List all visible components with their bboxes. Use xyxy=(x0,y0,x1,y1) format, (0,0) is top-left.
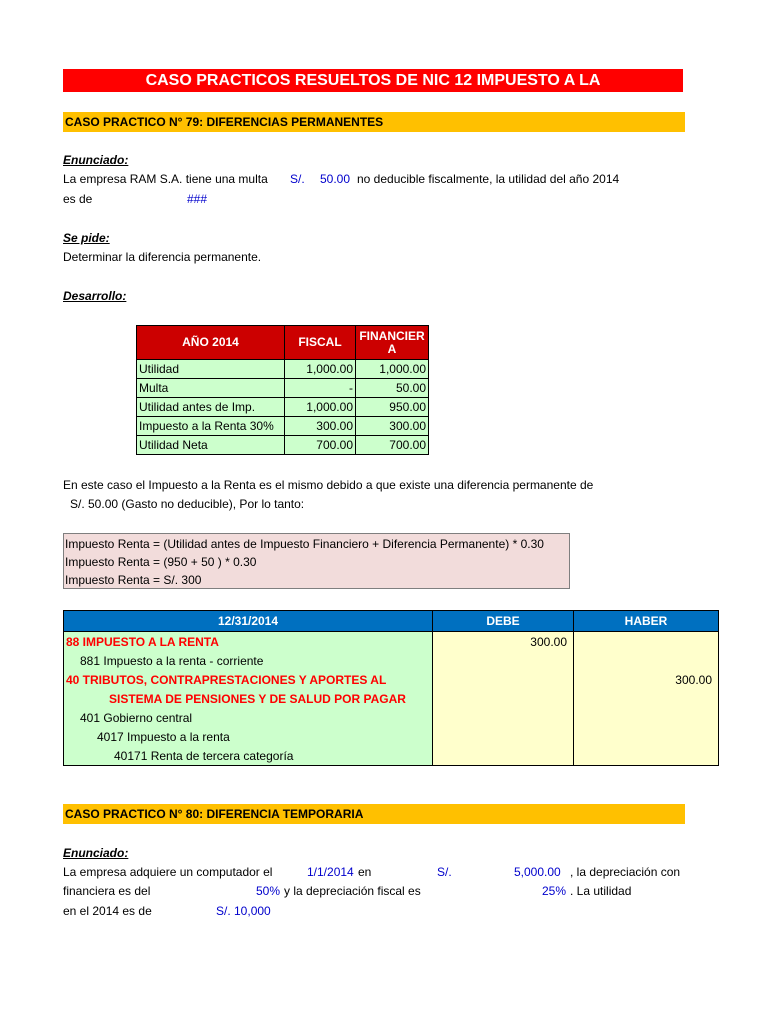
results-table xyxy=(136,325,429,455)
purchase-currency: S/. xyxy=(437,865,452,879)
row-label: Impuesto a la Renta 30% xyxy=(137,417,285,436)
explanation-line-2: S/. 50.00 (Gasto no deducible), Por lo tanto: xyxy=(70,497,305,511)
journal-haber xyxy=(574,689,719,708)
case-79-heading: CASO PRACTICO N° 79: DIFERENCIAS PERMANENTES xyxy=(63,112,685,132)
journal-debe: 300.00 xyxy=(433,632,574,652)
journal-haber xyxy=(574,651,719,670)
row-fiscal: 1,000.00 xyxy=(285,360,356,379)
table-row xyxy=(137,417,429,436)
journal-account: SISTEMA DE PENSIONES Y DE SALUD POR PAGAR xyxy=(64,689,433,708)
purchase-amount: 5,000.00 xyxy=(514,865,561,879)
formula-box xyxy=(63,533,570,589)
row-financiera: 50.00 xyxy=(356,379,429,398)
journal-debe xyxy=(433,746,574,766)
header-year: AÑO 2014 xyxy=(137,326,285,360)
journal-debe-header: DEBE xyxy=(433,611,574,632)
fine-currency: S/. xyxy=(290,172,305,186)
header-fiscal: FISCAL xyxy=(285,326,356,360)
enunciado-line-2: es de xyxy=(63,192,93,206)
journal-debe xyxy=(433,651,574,670)
formula-line: Impuesto Renta = (950 + 50 ) * 0.30 xyxy=(65,555,257,569)
journal-haber xyxy=(574,727,719,746)
utilidad-value: ### xyxy=(187,192,208,206)
case-80-text-3a: en el 2014 es de xyxy=(63,904,152,918)
row-fiscal: 1,000.00 xyxy=(285,398,356,417)
journal-account: 881 Impuesto a la renta - corriente xyxy=(64,651,433,670)
journal-header-row xyxy=(64,611,719,632)
row-fiscal: 300.00 xyxy=(285,417,356,436)
journal-row xyxy=(64,689,719,708)
journal-haber-header: HABER xyxy=(574,611,719,632)
journal-row xyxy=(64,727,719,746)
table-row xyxy=(137,360,429,379)
journal-account: 4017 Impuesto a la renta xyxy=(64,727,433,746)
journal-date: 12/31/2014 xyxy=(64,611,433,632)
enunciado-line-1 xyxy=(63,172,268,186)
journal-row xyxy=(64,651,719,670)
row-fiscal: - xyxy=(285,379,356,398)
depreciation-financial: 50% xyxy=(256,884,281,898)
case-80-enunciado-label: Enunciado: xyxy=(63,846,129,860)
journal-haber xyxy=(574,708,719,727)
row-financiera: 1,000.00 xyxy=(356,360,429,379)
enunciado-label: Enunciado: xyxy=(63,153,129,167)
row-fiscal: 700.00 xyxy=(285,436,356,455)
table-row xyxy=(137,398,429,417)
utilidad-2014-value: S/. 10,000 xyxy=(216,904,271,918)
row-label: Utilidad xyxy=(137,360,285,379)
journal-haber: 300.00 xyxy=(574,670,719,689)
results-header-row xyxy=(137,326,429,360)
header-financiera: FINANCIERA xyxy=(356,326,429,360)
se-pide-label: Se pide: xyxy=(63,231,110,245)
row-label: Utilidad Neta xyxy=(137,436,285,455)
row-financiera: 950.00 xyxy=(356,398,429,417)
case-80-heading: CASO PRACTICO N° 80: DIFERENCIA TEMPORARIA xyxy=(63,804,685,824)
journal-account: 40171 Renta de tercera categoría xyxy=(64,746,433,766)
row-financiera: 300.00 xyxy=(356,417,429,436)
journal-account: 401 Gobierno central xyxy=(64,708,433,727)
row-financiera: 700.00 xyxy=(356,436,429,455)
case-80-text-2a: financiera es del xyxy=(63,884,151,898)
desarrollo-label: Desarrollo: xyxy=(63,289,127,303)
case-80-text-1c: , la depreciación con xyxy=(570,865,681,879)
journal-account: 88 IMPUESTO A LA RENTA xyxy=(64,632,433,652)
table-row xyxy=(137,379,429,398)
journal-row xyxy=(64,746,719,766)
fine-amount: 50.00 xyxy=(320,172,351,186)
journal-debe xyxy=(433,670,574,689)
row-label: Multa xyxy=(137,379,285,398)
enunciado-text-a: La empresa RAM S.A. tiene una multa xyxy=(63,172,268,186)
se-pide-text: Determinar la diferencia permanente. xyxy=(63,250,262,264)
journal-account: 40 TRIBUTOS, CONTRAPRESTACIONES Y APORTES AL xyxy=(64,670,433,689)
journal-debe xyxy=(433,727,574,746)
journal-entry-table xyxy=(63,610,719,766)
journal-haber xyxy=(574,746,719,766)
enunciado-text-b: no deducible fiscalmente, la utilidad del año 2014 xyxy=(357,172,620,186)
journal-debe xyxy=(433,689,574,708)
purchase-date: 1/1/2014 xyxy=(307,865,354,879)
case-80-text-1a: La empresa adquiere un computador el xyxy=(63,865,273,879)
formula-line: Impuesto Renta = (Utilidad antes de Impuesto Financiero + Diferencia Permanente) * 0.30 xyxy=(65,537,544,551)
row-label: Utilidad antes de Imp. xyxy=(137,398,285,417)
journal-row xyxy=(64,632,719,652)
depreciation-fiscal: 25% xyxy=(542,884,567,898)
formula-line: Impuesto Renta = S/. 300 xyxy=(65,573,202,587)
journal-haber xyxy=(574,632,719,652)
journal-debe xyxy=(433,708,574,727)
journal-row xyxy=(64,708,719,727)
case-80-text-1b: en xyxy=(358,865,372,879)
journal-row xyxy=(64,670,719,689)
explanation-line-1: En este caso el Impuesto a la Renta es el mismo debido a que existe una diferencia permanente de xyxy=(63,478,594,492)
page-title: CASO PRACTICOS RESUELTOS DE NIC 12 IMPUESTO A LA xyxy=(63,69,683,92)
case-80-text-2b: y la depreciación fiscal es xyxy=(284,884,421,898)
case-80-text-2c: . La utilidad xyxy=(570,884,632,898)
table-row xyxy=(137,436,429,455)
